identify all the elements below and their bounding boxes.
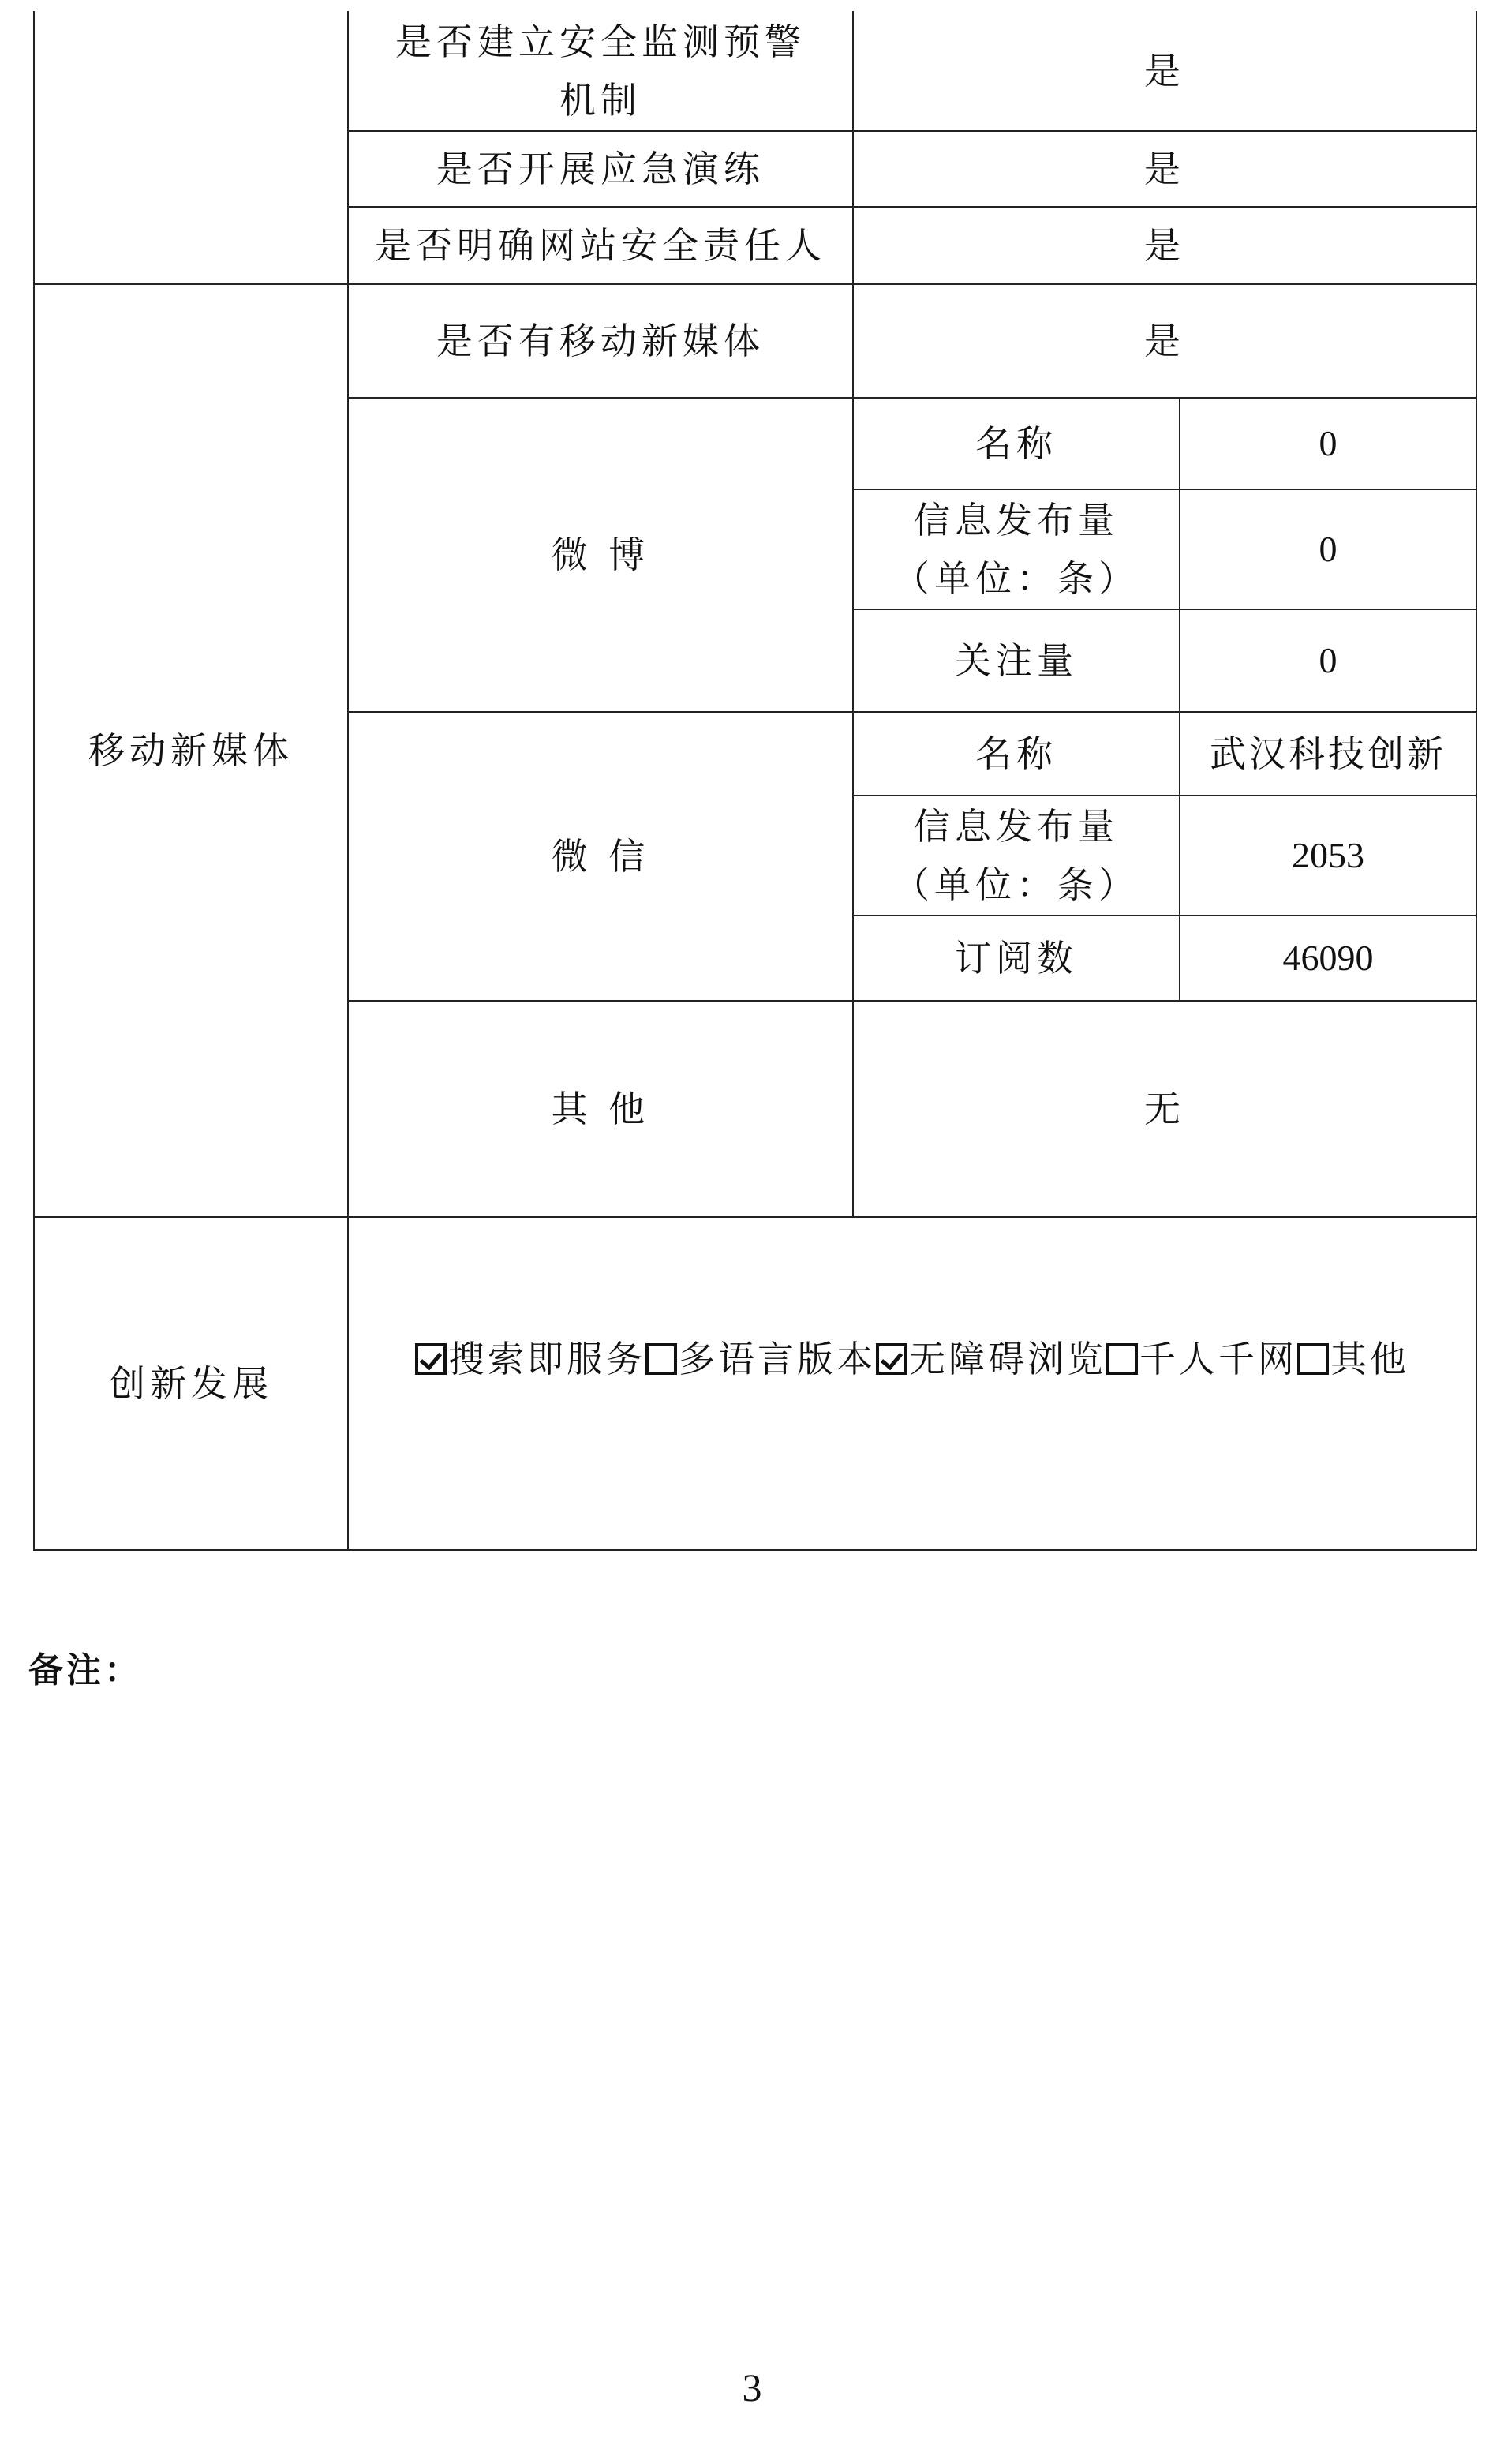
note-label: 备注： xyxy=(28,1650,142,1691)
value-emergency-drill: 是 xyxy=(853,131,1476,207)
value-weibo-posts: 0 xyxy=(1180,489,1476,609)
label-monitoring-warning: 是否建立安全监测预警 机制 xyxy=(348,11,853,131)
value-other-media: 无 xyxy=(853,1001,1476,1217)
report-table xyxy=(33,11,1477,1551)
checkbox-checked-icon[interactable] xyxy=(876,1343,907,1375)
page-number: 3 xyxy=(742,2365,762,2410)
value-weibo-name: 0 xyxy=(1180,398,1476,489)
section-label-mobile-media: 移动新媒体 xyxy=(34,284,348,1217)
option-other[interactable] xyxy=(1297,1330,1409,1388)
checkbox-unchecked-icon[interactable] xyxy=(645,1343,677,1375)
value-weibo-followers: 0 xyxy=(1180,609,1476,712)
label-weibo: 微 博 xyxy=(348,398,853,712)
checkbox-unchecked-icon[interactable] xyxy=(1297,1343,1329,1375)
option-label: 无障碍浏览 xyxy=(909,1338,1106,1380)
label-other-media: 其 他 xyxy=(348,1001,853,1217)
option-label: 多语言版本 xyxy=(679,1338,876,1380)
section-label-innovation: 创新发展 xyxy=(34,1217,348,1550)
value-security-officer: 是 xyxy=(853,207,1476,284)
label-has-mobile-media: 是否有移动新媒体 xyxy=(348,284,853,398)
value-wechat-posts: 2053 xyxy=(1180,796,1476,916)
innovation-options xyxy=(415,1330,1409,1388)
label-weibo-posts: 信息发布量 （单位：条） xyxy=(853,489,1180,609)
checkbox-unchecked-icon[interactable] xyxy=(1106,1343,1138,1375)
label-wechat: 微 信 xyxy=(348,712,853,1001)
label-weibo-followers: 关注量 xyxy=(853,609,1180,712)
option-search-as-service[interactable] xyxy=(415,1330,645,1388)
value-wechat-subscribers: 46090 xyxy=(1180,916,1476,1001)
label-security-officer: 是否明确网站安全责任人 xyxy=(348,207,853,284)
value-wechat-name: 武汉科技创新 xyxy=(1180,712,1476,796)
option-label: 搜索即服务 xyxy=(448,1338,645,1380)
option-multilingual[interactable] xyxy=(645,1330,876,1388)
option-personalized[interactable] xyxy=(1106,1330,1297,1388)
value-has-mobile-media: 是 xyxy=(853,284,1476,398)
label-wechat-name: 名称 xyxy=(853,712,1180,796)
label-emergency-drill: 是否开展应急演练 xyxy=(348,131,853,207)
option-label: 千人千网 xyxy=(1139,1338,1297,1380)
innovation-options-cell xyxy=(348,1217,1476,1550)
option-label: 其他 xyxy=(1330,1338,1409,1380)
label-wechat-posts: 信息发布量 （单位：条） xyxy=(853,796,1180,916)
section-label-security-continued xyxy=(34,11,348,284)
label-weibo-name: 名称 xyxy=(853,398,1180,489)
value-monitoring-warning: 是 xyxy=(853,11,1476,131)
checkbox-checked-icon[interactable] xyxy=(415,1343,447,1375)
option-accessibility[interactable] xyxy=(876,1330,1106,1388)
label-wechat-subscribers: 订阅数 xyxy=(853,916,1180,1001)
